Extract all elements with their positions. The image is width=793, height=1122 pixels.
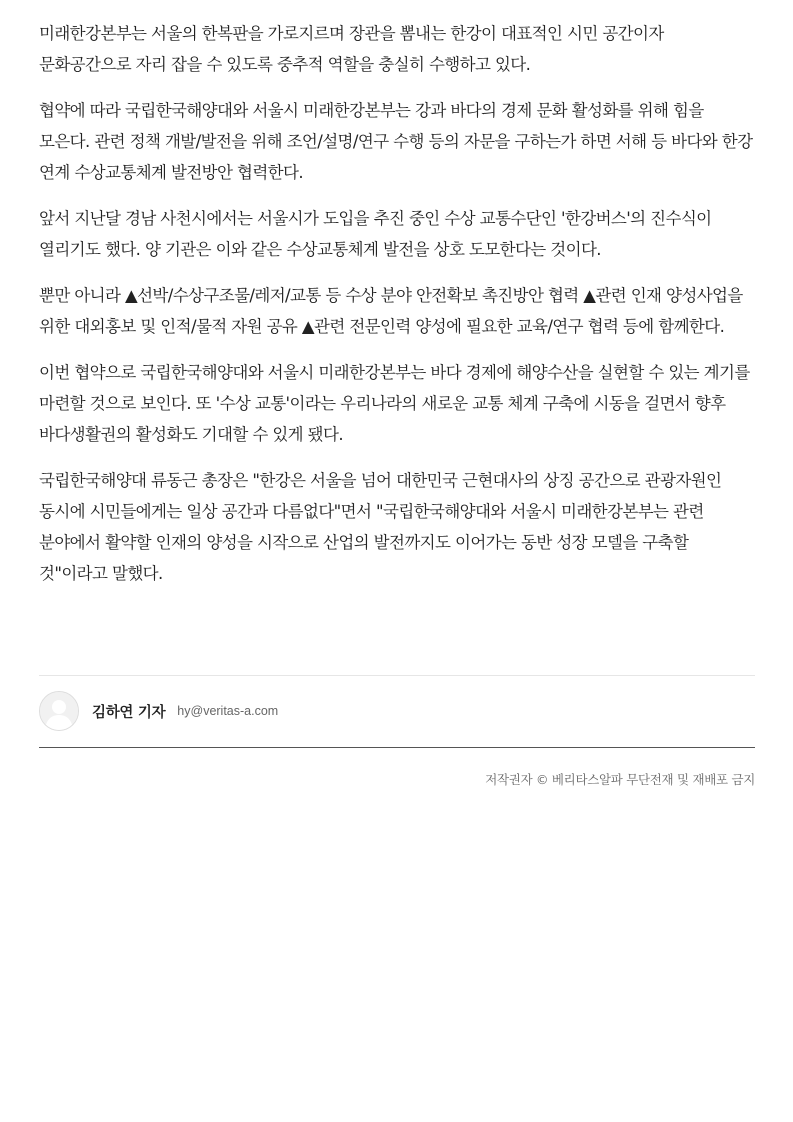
article-paragraph: 국립한국해양대 류동근 총장은 "한강은 서울을 넘어 대한민국 근현대사의 상징 공간으로 관광자원인 동시에 시민들에게는 일상 공간과 다름없다"면서 "국립한국해양대와 서울시 미래한강본부는 관련 분야에서 활약할 인재의 양성을 시작으로 산업의 발전까지도 이어가는 동반 성장 모델을 구축할 것"이라고 말했다. bbox=[39, 471, 722, 583]
byline-divider bbox=[39, 675, 755, 676]
article-paragraph: 앞서 지난달 경남 사천시에서는 서울시가 도입을 추진 중인 수상 교통수단인 '한강버스'의 진수식이 열리기도 했다. 양 기관은 이와 같은 수상교통체계 발전을 상호 도모한다는 것이다. bbox=[39, 209, 712, 259]
footer-divider bbox=[39, 747, 755, 748]
article-paragraph: 이번 협약으로 국립한국해양대와 서울시 미래한강본부는 바다 경제에 해양수산을 실현할 수 있는 계기를 마련할 것으로 보인다. 또 '수상 교통'이라는 우리나라의 새로운 교통 체계 구축에 시동을 걸면서 향후 바다생활권의 활성화도 기대할 수 있게 됐다. bbox=[39, 363, 750, 444]
reporter-name[interactable]: 김하연 기자 bbox=[92, 704, 166, 721]
reporter-byline bbox=[39, 691, 278, 731]
article-paragraph: 미래한강본부는 서울의 한복판을 가로지르며 장관을 뽐내는 한강이 대표적인 시민 공간이자 문화공간으로 자리 잡을 수 있도록 중추적 역할을 충실히 수행하고 있다. bbox=[39, 24, 664, 74]
user-avatar-icon bbox=[39, 691, 79, 731]
article-paragraph: 뿐만 아니라 ▲선박/수상구조물/레저/교통 등 수상 분야 안전확보 촉진방안 협력 ▲관련 인재 양성사업을 위한 대외홍보 및 인적/물적 자원 공유 ▲관련 전문인력 양성에 필요한 교육/연구 협력 등에 함께한다. bbox=[39, 286, 743, 336]
copyright-notice: 저작권자 © 베리타스알파 무단전재 및 재배포 금지 bbox=[485, 772, 755, 787]
article-body bbox=[39, 18, 755, 604]
reporter-email[interactable]: hy@veritas-a.com bbox=[177, 704, 279, 718]
article-paragraph: 협약에 따라 국립한국해양대와 서울시 미래한강본부는 강과 바다의 경제 문화 활성화를 위해 힘을 모은다. 관련 정책 개발/발전을 위해 조언/설명/연구 수행 등의 자문을 구하는가 하면 서해 등 바다와 한강 연계 수상교통체계 발전방안 협력한다. bbox=[39, 101, 753, 182]
